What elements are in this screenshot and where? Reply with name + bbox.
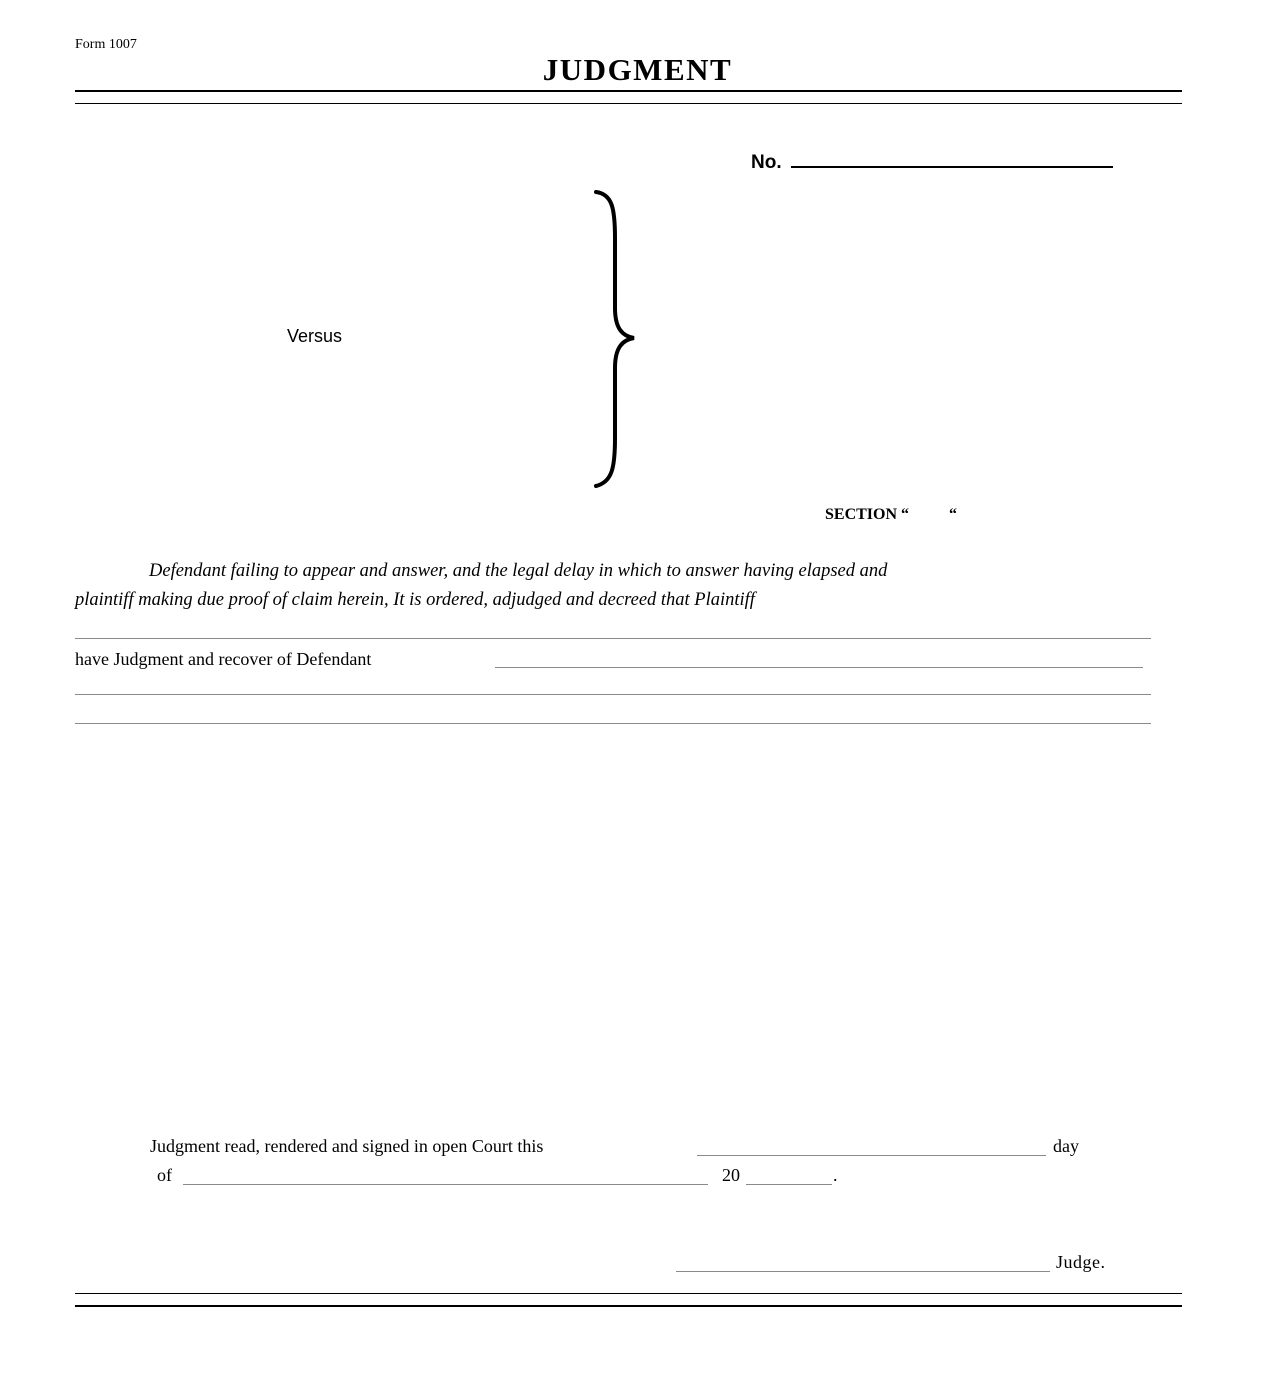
caption-brace-icon [590,188,640,490]
page-title: JUDGMENT [542,52,733,87]
judgment-paragraph-line-1: Defendant failing to appear and answer, and the legal delay in which to answer having elapsed and [149,561,888,581]
recover-label: have Judgment and recover of Defendant [75,649,372,669]
case-number-blank[interactable] [791,165,1113,168]
footer-rule-thin [75,1293,1182,1294]
form-number: Form 1007 [75,37,137,52]
year-blank-line[interactable] [746,1184,832,1185]
judge-signature-line[interactable] [676,1271,1050,1272]
year-prefix: 20 [722,1165,740,1185]
judgment-paragraph-line-2: plaintiff making due proof of claim herein, It is ordered, adjudged and decreed that Plaintiff [75,590,755,610]
footer-rule-thick [75,1305,1182,1307]
case-number-label: No. [751,152,782,173]
section-label: SECTION “ “ [825,506,958,523]
award-blank-line-1[interactable] [75,694,1151,695]
defendant-blank-line[interactable] [495,667,1143,668]
day-label: day [1053,1136,1079,1156]
plaintiff-blank-line[interactable] [75,638,1151,639]
judge-label: Judge. [1056,1252,1106,1272]
versus-label: Versus [287,326,343,346]
rendered-statement: Judgment read, rendered and signed in open Court this [150,1136,544,1156]
header-rule-thick [75,90,1182,92]
case-number-field[interactable] [751,152,1113,174]
month-blank-line[interactable] [183,1184,708,1185]
year-period: . [833,1165,838,1185]
day-blank-line[interactable] [697,1155,1046,1156]
award-blank-line-2[interactable] [75,723,1151,724]
of-label: of [157,1165,172,1185]
header-rule-thin [75,103,1182,104]
